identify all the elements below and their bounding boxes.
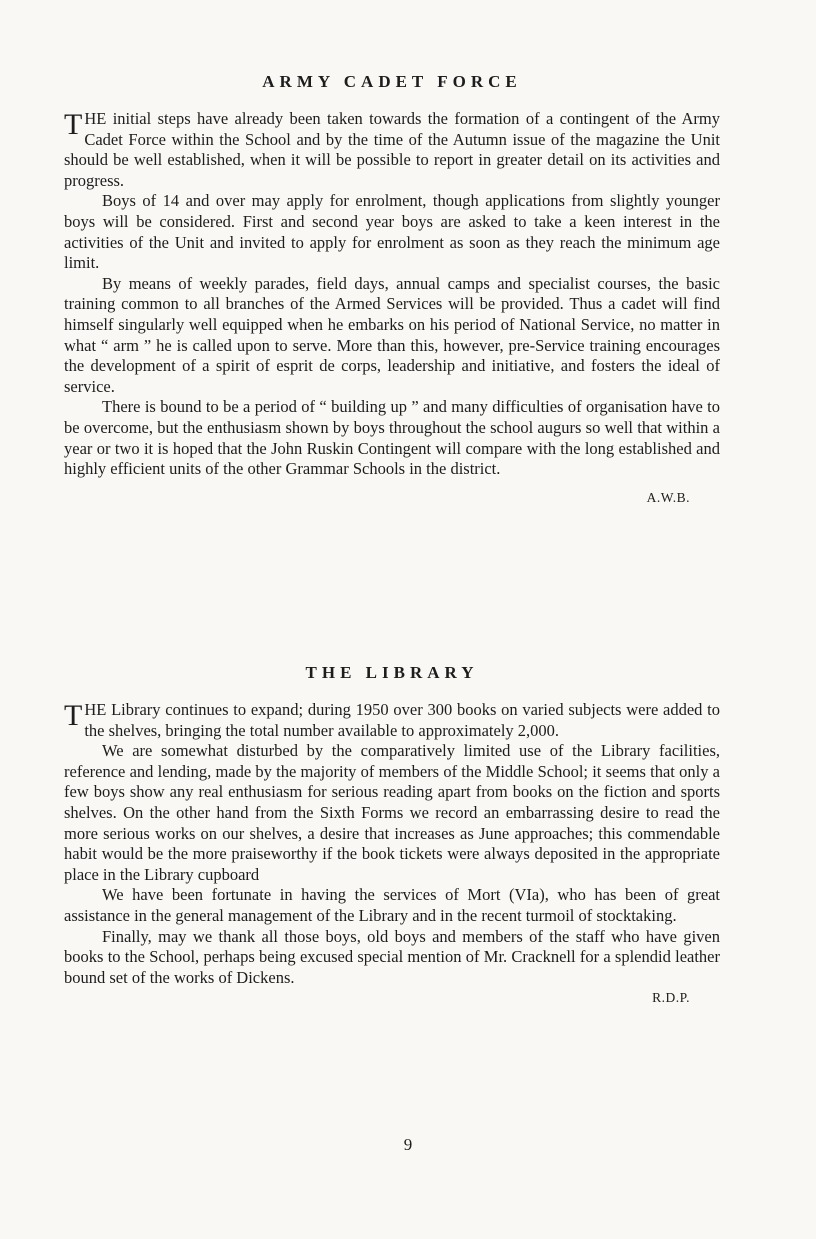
library-paragraph-3: We have been fortunate in having the services of Mort (VIa), who has been of great assistance in the general management of the Library and in the recent turmoil of stocktaking. [64, 885, 720, 925]
library-section [64, 662, 720, 1006]
library-paragraph-2: We are somewhat disturbed by the comparatively limited use of the Library facilities, reference and lending, made by the majority of members of the Middle School; it seems that only a few boys show any real enthusiasm for serious reading apart from books on the fiction and sports shelves. On the other hand from the Sixth Forms we record an embarrassing desire to read the more serious works on our shelves, a desire that increases as June approaches; this commendable habit would be the more praiseworthy if the book tickets were always deposited in the appropriate place in the Library cupboard [64, 741, 720, 884]
army-dropcap: T [64, 108, 83, 141]
army-cadet-force-section [64, 71, 720, 506]
army-paragraph-2: Boys of 14 and over may apply for enrolment, though applications from slightly younger boys will be considered. First and second year boys are asked to take a keen interest in the activities of the Unit and invited to apply for enrolment as soon as they reach the minimum age limit. [64, 191, 720, 273]
army-paragraph-1-text: HE initial steps have already been taken towards the formation of a contingent of the Army Cadet Force within the School and by the time of the Autumn issue of the magazine the Unit should be well established, when it will be possible to report in greater detail on its activities and progress. [64, 109, 720, 190]
library-heading: THE LIBRARY [305, 663, 479, 682]
library-paragraph-1 [64, 700, 720, 741]
page-number: 9 [403, 1135, 413, 1154]
army-paragraph-4: There is bound to be a period of “ building up ” and many difficulties of organisation have to be overcome, but the enthusiasm shown by boys throughout the school augurs so well that within a year or two it is hoped that the John Ruskin Contingent will compare with the long established and highly efficient units of the other Grammar Schools in the district. [64, 397, 720, 479]
army-cadet-force-heading: ARMY CADET FORCE [262, 72, 522, 91]
library-signature: R.D.P. [652, 990, 690, 1006]
library-paragraph-4: Finally, may we thank all those boys, old boys and members of the staff who have given books to the School, perhaps being excused special mention of Mr. Cracknell for a splendid leather bound set of the works of Dickens. [64, 926, 720, 987]
army-cadet-force-body [64, 109, 720, 480]
army-paragraph-3: By means of weekly parades, field days, annual camps and specialist courses, the basic training common to all branches of the Armed Services will be provided. Thus a cadet will find himself singularly well equipped when he embarks on his period of National Service, no matter in what “ arm ” he is called upon to serve. More than this, however, pre-Service training encourages the development of a spirit of esprit de corps, leadership and initiative, and fosters the ideal of service. [64, 273, 720, 396]
library-dropcap: T [64, 699, 83, 732]
army-paragraph-1 [64, 109, 720, 191]
army-signature: A.W.B. [646, 489, 690, 505]
library-body [64, 700, 720, 988]
library-paragraph-1-text: HE Library continues to expand; during 1950 over 300 books on varied subjects were added to the shelves, bringing the total number available to approximately 2,000. [84, 700, 720, 740]
